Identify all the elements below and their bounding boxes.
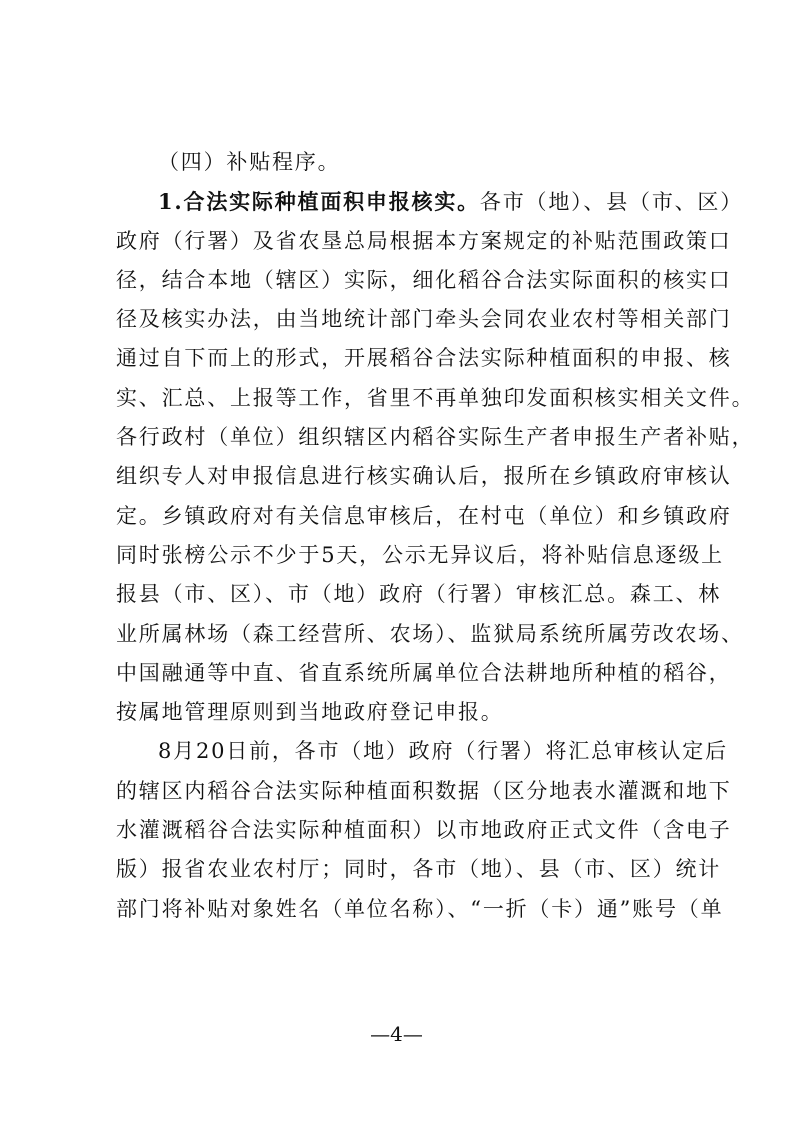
- paragraph-2-line: 部门将补贴对象姓名（单位名称）、“一折（卡）通”账号（单: [116, 896, 724, 921]
- paragraph-1-line: 政府（行署）及省农垦总局根据本方案规定的补贴范围政策口: [116, 228, 732, 253]
- paragraph-1-line: 定。乡镇政府对有关信息审核后，在村屯（单位）和乡镇政府: [116, 503, 732, 528]
- paragraph-2-line: 版）报省农业农村厅；同时，各市（地）、县（市、区）统计: [116, 857, 722, 882]
- paragraph-2-line: 的辖区内稻谷合法实际种植面积数据（区分地表水灌溉和地下: [116, 778, 732, 803]
- paragraph-1-bold-lead: 1.合法实际种植面积申报核实。: [158, 189, 480, 215]
- paragraph-2-line: 水灌溉稻谷合法实际种植面积）以市地政府正式文件（含电子: [116, 818, 732, 843]
- section-heading: （四）补贴程序。: [158, 150, 341, 174]
- paragraph-1-line: 各行政村（单位）组织辖区内稻谷实际生产者申报生产者补贴，: [116, 425, 755, 450]
- paragraph-1-line: 组织专人对申报信息进行核实确认后，报所在乡镇政府审核认: [116, 464, 732, 489]
- paragraph-2-first-line: 8月20日前，各市（地）政府（行署）将汇总审核认定后: [158, 739, 728, 764]
- paragraph-1-line: 报县（市、区）、市（地）政府（行署）审核汇总。森工、林: [116, 582, 722, 607]
- paragraph-1-line: 中国融通等中直、省直系统所属单位合法耕地所种植的稻谷，: [116, 660, 732, 685]
- paragraph-1-first-line: [116, 182, 744, 221]
- paragraph-1-line: 实、汇总、上报等工作，省里不再单独印发面积核实相关文件。: [116, 385, 755, 410]
- paragraph-1-line: 径及核实办法，由当地统计部门牵头会同农业农村等相关部门: [116, 307, 732, 332]
- paragraph-1-first-line-rest: 各市（地）、县（市、区）: [479, 190, 744, 215]
- page-number: —4—: [370, 1022, 423, 1046]
- body-text: [116, 143, 755, 929]
- paragraph-1-line: 径，结合本地（辖区）实际，细化稻谷合法实际面积的核实口: [116, 267, 732, 292]
- paragraph-1-line: 通过自下而上的形式，开展稻谷合法实际种植面积的申报、核: [116, 346, 732, 371]
- paragraph-1-line: 同时张榜公示不少于5天，公示无异议后，将补贴信息逐级上: [116, 542, 724, 567]
- paragraph-1-last-line: 按属地管理原则到当地政府登记申报。: [116, 700, 504, 725]
- paragraph-1-line: 业所属林场（森工经营所、农场）、监狱局系统所属劳改农场、: [116, 621, 744, 646]
